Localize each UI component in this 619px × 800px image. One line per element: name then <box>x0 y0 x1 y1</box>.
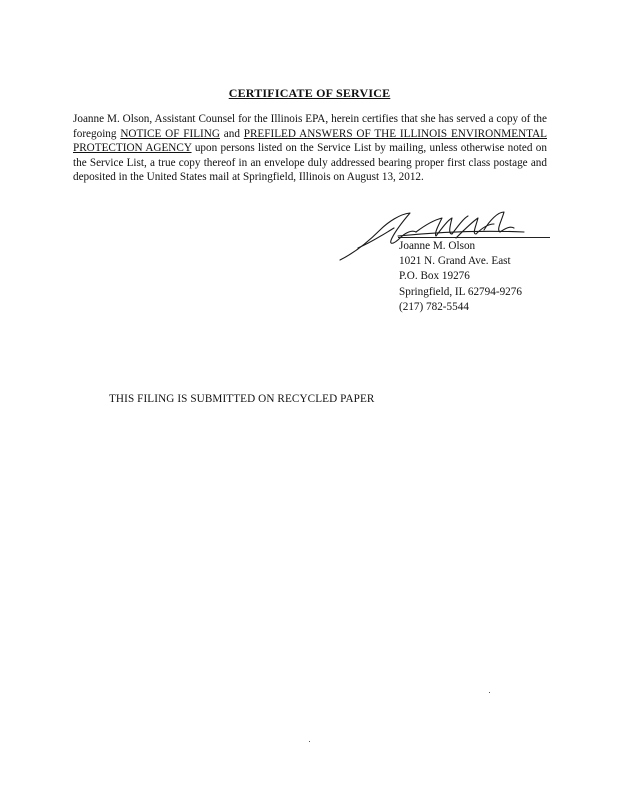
signatory-name: Joanne M. Olson <box>399 240 476 252</box>
scan-speck <box>309 741 310 742</box>
signatory-address-block <box>399 239 522 315</box>
certificate-text-intro: Joanne M. Olson, Assistant Counsel for the Illinois EPA, herein certifies that she has served a copy of the foregoing <box>73 113 547 140</box>
notice-of-filing-title: NOTICE OF FILING <box>120 127 220 140</box>
signatory-phone: (217) 782-5544 <box>399 300 469 313</box>
certificate-text-rest: upon persons listed on the Service List by mailing, unless otherwise noted on the Service List, a true copy thereof in an envelope duly addressed bearing proper first class postage and deposited in the United States mail at Springfield, Illinois on August 13, 2012. <box>73 142 547 183</box>
signatory-city-state-zip: Springfield, IL 62794-9276 <box>399 285 522 298</box>
scan-speck <box>489 692 490 693</box>
certificate-text-and: and <box>219 127 244 140</box>
signature-line <box>398 237 550 238</box>
prefiled-answers-title: PREFILED ANSWERS OF THE ILLINOIS ENVIRONMENTAL PROTECTION AGENCY <box>73 127 547 154</box>
certificate-body-paragraph <box>73 112 547 185</box>
signatory-street: 1021 N. Grand Ave. East <box>399 255 511 268</box>
certificate-heading: CERTIFICATE OF SERVICE <box>228 86 391 100</box>
signatory-po-box: P.O. Box 19276 <box>399 270 470 283</box>
recycled-paper-note: THIS FILING IS SUBMITTED ON RECYCLED PAPER <box>109 393 375 405</box>
